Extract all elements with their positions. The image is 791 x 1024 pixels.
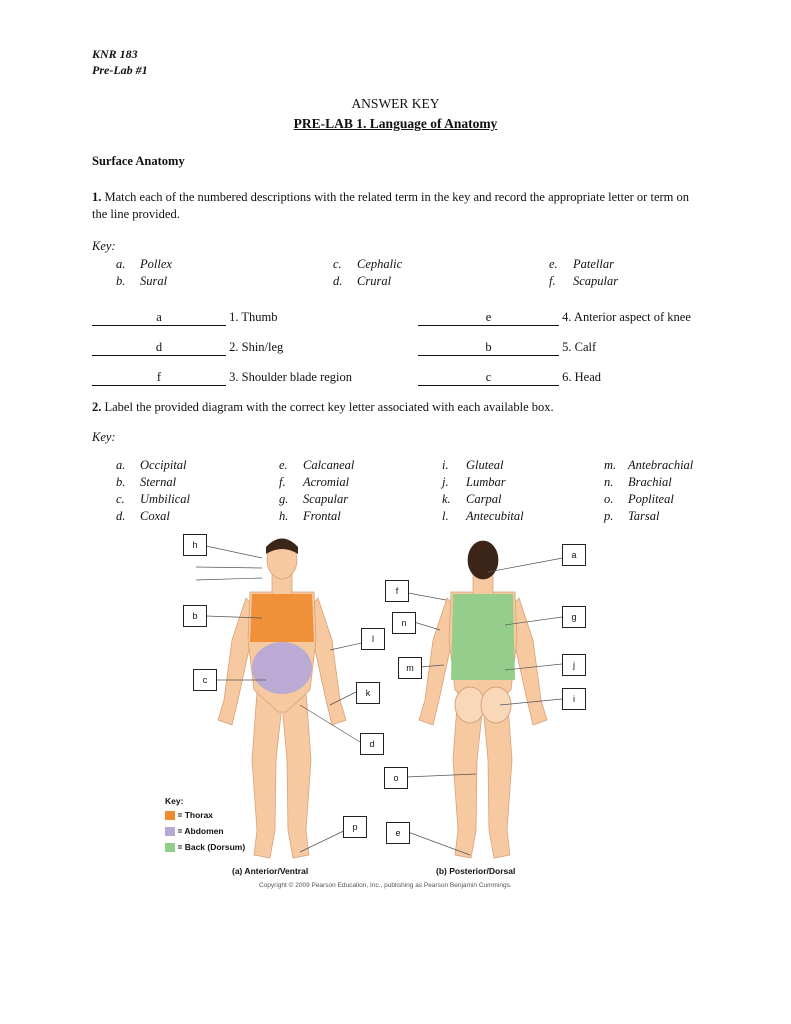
page-subtitle: PRE-LAB 1. Language of Anatomy [293,116,498,131]
q2-key-item: e. Calcaneal [279,458,355,472]
answer-line[interactable] [418,340,596,356]
q2-key-item: b. Sternal [116,475,177,489]
q1-key-item: f. Scapular [549,274,619,288]
legend-abdomen-swatch [165,827,175,836]
q2-key-item: i. Gluteal [442,458,504,472]
answer-description: 4. Anterior aspect of knee [562,310,691,324]
diagram-box-m[interactable]: m [398,657,422,679]
q1-key-item: a. Pollex [116,257,172,271]
legend-thorax-label: = Thorax [177,810,214,820]
legend-back-swatch [165,843,175,852]
answer-value[interactable]: f [92,371,226,386]
back-region [451,594,515,680]
answer-line[interactable] [92,310,278,326]
anatomy-diagram [150,530,610,875]
answer-line[interactable] [92,340,283,356]
anterior-right-leg [252,692,282,858]
legend-thorax-swatch [165,811,175,820]
page-title: ANSWER KEY [351,96,440,111]
q2-key-item: l. Antecubital [442,509,524,523]
answer-value[interactable]: b [418,341,559,356]
legend-thorax [165,810,213,820]
diagram-box-n[interactable]: n [392,612,416,634]
abdomen-region [252,642,312,694]
section-heading: Surface Anatomy [92,154,185,168]
q1-instructions [92,189,704,223]
q2-key-item: a. Occipital [116,458,187,472]
legend-abdomen-label: = Abdomen [177,826,224,836]
q1-key-item: e. Patellar [549,257,614,271]
posterior-head [468,541,498,579]
answer-description: 2. Shin/leg [229,340,284,354]
answer-description: 3. Shoulder blade region [229,370,353,384]
answer-value[interactable]: c [418,371,559,386]
q1-key-item: d. Crural [333,274,392,288]
diagram-box-d[interactable]: d [360,733,384,755]
diagram-legend-title: Key: [165,796,184,806]
answer-value[interactable]: a [92,311,226,326]
q2-key-item: g. Scapular [279,492,349,506]
q2-key-item: f. Acromial [279,475,350,489]
diagram-box-e[interactable]: e [386,822,410,844]
gluteal-right [481,687,511,723]
diagram-box-k[interactable]: k [356,682,380,704]
q2-key-item: d. Coxal [116,509,170,523]
answer-value[interactable]: d [92,341,226,356]
caption-posterior: (b) Posterior/Dorsal [436,866,516,876]
legend-back [165,842,245,852]
q2-key-item: k. Carpal [442,492,502,506]
q2-key-item: n. Brachial [604,475,672,489]
q2-key-item: m. Antebrachial [604,458,694,472]
q2-key-item: h. Frontal [279,509,341,523]
q2-instructions [92,400,554,415]
diagram-box-o[interactable]: o [384,767,408,789]
lab-number: Pre-Lab #1 [92,63,148,77]
answer-line[interactable] [418,370,601,386]
q1-key-label: Key: [92,239,116,253]
copyright-notice: Copyright © 2009 Pearson Education, Inc., publishing as Pearson Benjamin Cummings. [259,882,512,889]
legend-back-label: = Back (Dorsum) [177,842,246,852]
caption-anterior: (a) Anterior/Ventral [232,866,309,876]
answer-description: 1. Thumb [229,310,278,324]
q1-text: Match each of the numbered descriptions with the related term in the key and record the appropriate letter or term on the line provided. [92,190,689,221]
q2-key-label: Key: [92,430,116,444]
q2-key-item: c. Umbilical [116,492,190,506]
q1-key-item: c. Cephalic [333,257,403,271]
q1-number: 1. [92,190,102,204]
diagram-box-f[interactable]: f [385,580,409,602]
q2-text: Label the provided diagram with the correct key letter associated with each available box. [104,400,554,414]
diagram-box-g[interactable]: g [562,606,586,628]
diagram-box-a[interactable]: a [562,544,586,566]
diagram-box-h[interactable]: h [183,534,207,556]
diagram-box-b[interactable]: b [183,605,207,627]
anterior-figure [218,541,346,858]
course-code: KNR 183 [92,47,138,61]
q1-key-item: b. Sural [116,274,168,288]
diagram-box-c[interactable]: c [193,669,217,691]
answer-line[interactable] [418,310,691,326]
diagram-box-p[interactable]: p [343,816,367,838]
answer-line[interactable] [92,370,352,386]
diagram-box-i[interactable]: i [562,688,586,710]
answer-value[interactable]: e [418,311,559,326]
q2-key-item: j. Lumbar [442,475,506,489]
anterior-left-leg [282,692,311,858]
legend-abdomen [165,826,224,836]
diagram-box-l[interactable]: l [361,628,385,650]
q2-key-item: p. Tarsal [604,509,660,523]
q2-number: 2. [92,400,102,414]
answer-description: 5. Calf [562,340,597,354]
diagram-box-j[interactable]: j [562,654,586,676]
answer-description: 6. Head [562,370,601,384]
q2-key-item: o. Popliteal [604,492,674,506]
